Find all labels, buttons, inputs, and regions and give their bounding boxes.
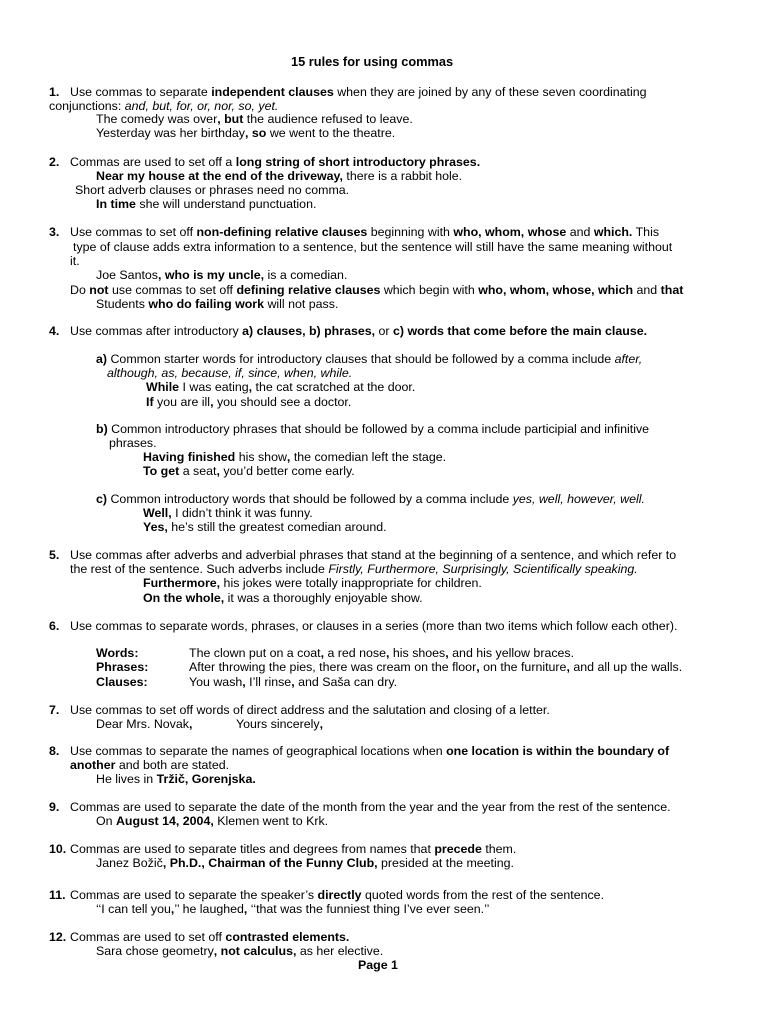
rule-11-example-1-segment: ‘‘I can tell you [96,902,171,916]
rule-4a-line-1-segment: after, [614,352,643,366]
rule-6-example-phrases-segment: on the furniture [479,660,567,674]
rule-7-example-2-segment: , [319,717,324,731]
rule-5-example-1-segment: his jokes were totally inappropriate for children. [220,576,482,590]
rule-6-example-clauses-segment: , [242,675,246,689]
rule-3-line-4-segment: and [633,283,661,297]
rule-4b-line-1-segment: b) [96,422,108,436]
rule-4b-example-1-segment: the comedian left the stage. [290,450,447,464]
rule-6-example-clauses-segment: I’ll rinse [245,675,292,689]
rule-4b-example-2 [143,464,355,478]
rule-9-line-1 [70,800,671,814]
rule-1-example-1 [96,112,413,126]
rule-1-example-2-segment: we went to the theatre. [266,126,396,140]
rule-4-line-1-segment: c) words that come before the main clause. [392,324,648,338]
rule-3-line-4-segment: who, whom, whose, which [478,283,634,297]
rule-3-line-2-segment: type of clause adds extra information to a sentence, but the sentence will still have the same meaning without [73,240,673,254]
rule-8-example-1-segment: He lives in [96,772,157,786]
doc-title-segment: 15 rules for using commas [291,54,454,69]
rule-2-example-1 [96,169,462,183]
rule-3-line-1-segment: and [566,225,594,239]
rule-11-example-1-segment: , [243,902,248,916]
rule-4a-line-1-segment: a) [96,352,108,366]
rule-9-example-1-segment: Klemen went to Krk. [213,814,329,828]
rule-3-example-1 [96,268,347,282]
rule-5-line-1 [70,548,676,562]
rule-2-example-1-segment: there is a rabbit hole. [342,169,463,183]
rule-8-line-1-segment: Use commas to separate the names of geographical locations when [70,744,447,758]
rule-3-number [49,225,59,239]
rule-6-label-phrases [96,660,148,674]
rule-6-example-clauses-segment: and Saša can dry. [294,675,398,689]
rule-6-number [49,619,59,633]
rule-3-line-4-segment: that [660,283,684,297]
rule-11-line-1-segment: quoted words from the rest of the sentence. [361,888,605,902]
rule-6-example-phrases [189,660,682,674]
rule-6-example-phrases-segment: and all up the walls. [569,660,683,674]
rule-4b-example-2-segment: To get [143,464,180,478]
rule-4a-line-2 [107,366,352,380]
rule-4b-example-2-segment: a seat [179,464,217,478]
rule-7-example-1 [96,717,192,731]
rule-10-line-1 [70,842,516,856]
rule-6-label-words [96,646,138,660]
rule-9-number-segment: 9. [49,800,60,814]
rule-6-line-1-segment: Use commas to separate words, phrases, or clauses in a series (more than two items which follow each other). [70,619,678,633]
rule-2-line-1-segment: Commas are used to set off a [70,155,236,169]
rule-1-example-1-segment: the audience refused to leave. [243,112,413,126]
rule-6-example-clauses-segment: , [291,675,295,689]
rule-6-label-words-segment: Words: [96,646,139,660]
rule-1-line-2-segment: conjunctions: [49,99,125,113]
rule-7-example-2 [236,717,323,731]
rule-1-number-segment: 1. [49,85,60,99]
rule-3-example-2-segment: who do failing work [148,297,265,311]
rule-4a-example-1-segment: While [146,380,180,394]
rule-6-example-words-segment: a red nose [324,646,387,660]
rule-7-line-1 [70,703,550,717]
rule-3-line-3-segment: it. [70,254,80,268]
rule-2-example-2-segment: In time [96,197,136,211]
rule-4b-line-2-segment: phrases. [109,436,157,450]
rule-4a-example-1-segment: , [248,380,253,394]
rule-4b-line-1-segment: Common introductory phrases that should be followed by a comma include participial and infinitive [107,422,650,436]
rule-3-line-4 [70,283,683,297]
rule-10-line-1-segment: them. [481,842,517,856]
rule-6-example-words-segment: and his yellow braces. [448,646,575,660]
rule-4a-example-2 [146,395,351,409]
rule-5-example-2 [143,591,423,605]
rule-5-example-2-segment: it was a thoroughly enjoyable show. [224,591,423,605]
rule-12-example-1-segment: Sara chose geometry [96,944,214,958]
rule-2-note [75,183,349,197]
rule-1-example-1-segment: , but [217,112,244,126]
rule-3-example-1-segment: is a comedian. [264,268,348,282]
rule-12-line-1 [70,930,349,944]
rule-4-line-1-segment: Use commas after introductory [70,324,243,338]
rule-4-line-1-segment: or [375,324,393,338]
rule-6-label-clauses [96,675,148,689]
rule-12-example-1 [96,944,383,958]
rule-4b-example-1 [143,450,446,464]
rule-5-example-1-segment: Furthermore, [143,576,221,590]
rule-11-line-1-segment: directly [317,888,362,902]
rule-1-number [49,85,59,99]
rule-11-example-1-segment: ‘‘that was the funniest thing I’ve ever seen.’’ [247,902,490,916]
rule-7-example-2-segment: Yours sincerely [236,717,320,731]
rule-6-label-clauses-segment: Clauses: [96,675,148,689]
rule-1-example-2-segment: Yesterday was her birthday [96,126,246,140]
rule-3-line-1-segment: beginning with [367,225,454,239]
rule-4a-example-1-segment: the cat scratched at the door. [252,380,416,394]
rule-6-label-phrases-segment: Phrases: [96,660,149,674]
rule-4c-line-1 [96,492,645,506]
rule-12-number-segment: 12. [49,930,67,944]
rule-4c-line-1-segment: c) [96,492,108,506]
rule-2-example-1-segment: Near my house at the end of the driveway, [96,169,343,183]
rule-10-line-1-segment: precede [434,842,482,856]
rule-1-line-1 [70,85,647,99]
rule-12-example-1-segment: as her elective. [296,944,384,958]
rule-6-example-words-segment: his shoes [389,646,446,660]
page-number [358,958,398,972]
rule-6-example-words [189,646,574,660]
rule-4a-line-1-segment: Common starter words for introductory clauses that should be followed by a comma include [107,352,615,366]
rule-4c-example-1 [143,506,313,520]
rule-9-example-1-segment: On [96,814,116,828]
rule-10-example-1-segment: presided at the meeting. [377,856,514,870]
rule-4-number-segment: 4. [49,324,60,338]
rule-12-line-1-segment: contrasted elements. [225,930,350,944]
rule-1-example-2 [96,126,395,140]
rule-5-line-2 [70,562,638,576]
rule-3-line-2 [73,240,672,254]
rule-3-line-4-segment: not [89,283,109,297]
rule-9-number [49,800,59,814]
rule-4a-example-2-segment: you are ill [153,395,211,409]
rule-2-line-1 [70,155,480,169]
rule-5-example-1 [143,576,482,590]
rule-10-number-segment: 10. [49,842,67,856]
rule-4b-example-2-segment: you’d better come early. [219,464,355,478]
rule-6-example-words-segment: , [386,646,390,660]
rule-10-example-1-segment: Janez Božič [96,856,163,870]
rule-4-line-1 [70,324,647,338]
rule-5-line-1-segment: Use commas after adverbs and adverbial phrases that stand at the beginning of a sentence, and which refer to [70,548,677,562]
rule-1-example-1-segment: The comedy was over [96,112,218,126]
rule-5-number-segment: 5. [49,548,60,562]
rule-4c-example-2-segment: Yes, [143,520,168,534]
rule-2-example-2-segment: she will understand punctuation. [135,197,317,211]
rule-4c-example-1-segment: I didn’t think it was funny. [171,506,313,520]
rule-4a-example-2-segment: , [210,395,214,409]
rule-12-line-1-segment: Commas are used to set off [70,930,226,944]
rule-10-example-1-segment: , Ph.D., Chairman of the Funny Club, [162,856,378,870]
rule-4c-line-1-segment: Common introductory words that should be followed by a comma include [107,492,513,506]
rule-7-number [49,703,59,717]
rule-11-number [49,888,66,902]
rule-12-example-1-segment: , not calculus, [213,944,297,958]
rule-5-number [49,548,59,562]
rule-6-line-1 [70,619,677,633]
rule-11-example-1-segment: ’’ he laughed [174,902,244,916]
rule-4c-example-2-segment: he’s still the greatest comedian around. [167,520,387,534]
rule-3-line-1 [70,225,659,239]
rule-9-example-1 [96,814,328,828]
rule-1-line-1-segment: when they are joined by any of these seven coordinating [333,85,647,99]
rule-2-number [49,155,59,169]
rule-8-number [49,744,59,758]
rule-6-example-words-segment: , [320,646,325,660]
rule-1-example-2-segment: , so [245,126,267,140]
rule-8-example-1 [96,772,256,786]
rule-11-line-1-segment: Commas are used to separate the speaker’s [70,888,318,902]
page-number-segment: Page 1 [358,958,398,972]
rule-8-line-1 [70,744,669,758]
rule-6-example-clauses-segment: You wash [189,675,243,689]
rule-5-line-2-segment: Firstly, Furthermore, Surprisingly, Scientifically speaking. [328,562,638,576]
rule-4a-example-2-segment: you should see a doctor. [213,395,352,409]
rule-2-number-segment: 2. [49,155,60,169]
rule-4c-example-2 [143,520,387,534]
rule-10-number [49,842,66,856]
rule-1-line-2-segment: and, but, for, or, nor, so, yet. [124,99,279,113]
rule-4a-example-1 [146,380,415,394]
rule-1-line-1-segment: Use commas to separate [70,85,212,99]
rule-4a-example-2-segment: If [146,395,154,409]
rule-3-example-1-segment: Joe Santos [96,268,158,282]
rule-11-line-1 [70,888,604,902]
rule-7-example-1-segment: , [188,717,193,731]
rule-6-example-phrases-segment: After throwing the pies, there was cream on the floor [189,660,477,674]
rule-4a-line-1 [96,352,642,366]
rule-3-line-4-segment: defining relative clauses [236,283,381,297]
rule-4c-example-1-segment: Well, [143,506,172,520]
rule-2-note-segment: Short adverb clauses or phrases need no comma. [75,183,350,197]
rule-11-number-segment: 11. [49,888,66,902]
rule-3-line-3 [70,254,80,268]
rule-2-example-2 [96,197,316,211]
rule-6-example-phrases-segment: , [566,660,570,674]
rule-11-example-1 [96,902,489,916]
rule-12-number [49,930,66,944]
rule-5-example-2-segment: On the whole, [143,591,225,605]
rule-4c-line-1-segment: yes, well, however, well. [512,492,645,506]
rule-6-example-words-segment: The clown put on a coat [189,646,321,660]
rule-6-example-clauses [189,675,397,689]
rule-4b-example-1-segment: , [286,450,291,464]
rule-4b-example-2-segment: , [216,464,220,478]
rule-3-line-1-segment: who, whom, whose [453,225,567,239]
rule-3-line-1-segment: Use commas to set off [70,225,197,239]
doc-title [291,55,453,69]
rule-6-number-segment: 6. [49,619,60,633]
rule-8-line-2-segment: another [70,758,116,772]
rule-8-example-1-segment: Tržič, Gorenjska. [156,772,256,786]
rule-3-example-2-segment: Students [96,297,149,311]
rule-4a-line-2-segment: although, as, because, if, since, when, while. [107,366,353,380]
rule-4-line-1-segment: a) clauses, b) phrases, [242,324,376,338]
rule-3-example-2 [96,297,338,311]
rule-4-number [49,324,59,338]
rule-8-line-1-segment: one location is within the boundary of [446,744,670,758]
rule-4b-example-1-segment: his show [235,450,287,464]
rule-3-line-1-segment: which. [593,225,633,239]
rule-7-example-1-segment: Dear Mrs. Novak [96,717,189,731]
rule-6-example-phrases-segment: , [476,660,480,674]
rule-10-line-1-segment: Commas are used to separate titles and degrees from names that [70,842,435,856]
rule-7-line-1-segment: Use commas to set off words of direct address and the salutation and closing of a letter. [70,703,550,717]
rule-4b-example-1-segment: Having finished [143,450,236,464]
rule-2-line-1-segment: long string of short introductory phrases. [235,155,481,169]
rule-3-line-1-segment: This [632,225,660,239]
rule-4b-line-2 [109,436,157,450]
rule-3-line-1-segment: non-defining relative clauses [196,225,368,239]
rule-6-example-words-segment: , [445,646,449,660]
rule-7-number-segment: 7. [49,703,60,717]
rule-3-line-4-segment: Do [70,283,90,297]
rule-1-line-1-segment: independent clauses [211,85,334,99]
rule-10-example-1 [96,856,514,870]
rule-8-line-2-segment: and both are stated. [115,758,230,772]
rule-3-number-segment: 3. [49,225,60,239]
rule-5-line-2-segment: the rest of the sentence. Such adverbs include [70,562,329,576]
rule-4a-example-1-segment: I was eating [179,380,249,394]
rule-9-line-1-segment: Commas are used to separate the date of the month from the year and the year from the rest of the sentence. [70,800,671,814]
rule-8-line-2 [70,758,229,772]
rule-4b-line-1 [96,422,649,436]
rule-3-example-1-segment: , who is my uncle, [158,268,265,282]
rule-11-example-1-segment: , [170,902,175,916]
rule-3-line-4-segment: use commas to set off [108,283,237,297]
rule-3-example-2-segment: will not pass. [264,297,339,311]
rule-3-line-4-segment: which begin with [380,283,479,297]
rule-8-number-segment: 8. [49,744,60,758]
rule-9-example-1-segment: August 14, 2004, [115,814,214,828]
rule-1-line-2 [49,99,278,113]
